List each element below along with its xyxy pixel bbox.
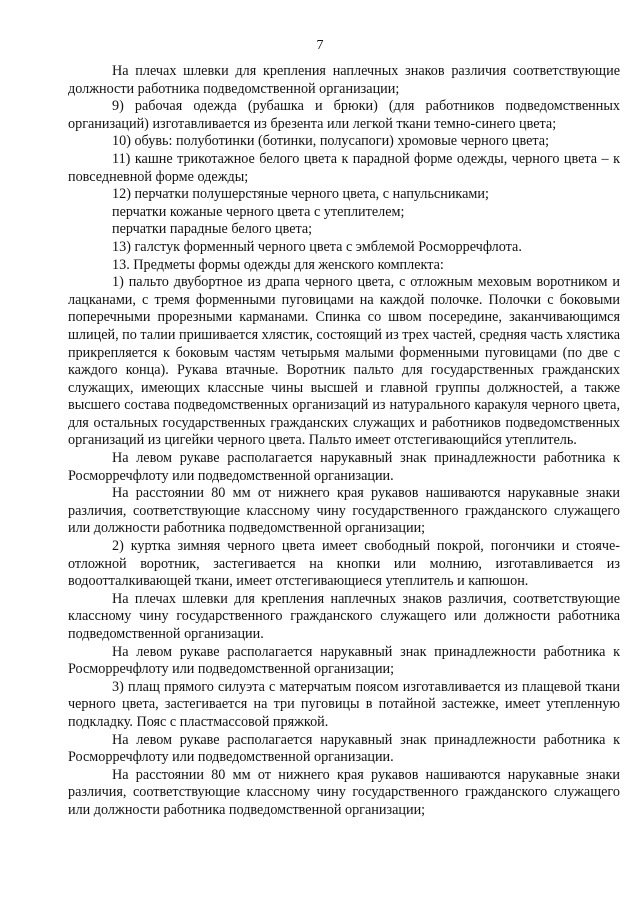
paragraph: На левом рукаве располагается нарукавный знак принадлежности работника к Росморречфлоту или подведомственной организации. [68,731,620,766]
paragraph: 1) пальто двубортное из драпа черного цвета, с отложным меховым воротником и лацканами, с тремя форменными пуговицами на каждой полочке. Полочки с боковыми поперечными прорезными карманами. Спинка со швом посередине, заканчивающимся шлицей, по талии пришивается хлястик, состоящий из трех частей, средняя часть хлястика прикрепляется к боковым частям четырьмя малыми форменными пуговицами (по две с каждого конца). Рукава втачные. Воротник пальто для государственных гражданских служащих, имеющих классные чины высшей и главной группы должностей, а также высшего состава подведомственных организаций из натурального каракуля черного цвета, для остальных государственных гражданских служащих и работников подведомственных организаций из цигейки черного цвета. Пальто имеет отстегивающийся утеплитель. [68,274,620,449]
paragraph: 13. Предметы формы одежды для женского комплекта: [112,256,444,273]
paragraph: На левом рукаве располагается нарукавный знак принадлежности работника к Росморречфлоту или подведомственной организации. [68,450,620,484]
paragraph: 11) кашне трикотажное белого цвета к парадной форме одежды, черного цвета – к повседневной форме одежды; [68,150,620,185]
page-number: 7 [316,38,324,53]
paragraph: На плечах шлевки для крепления наплечных знаков различия, соответствующие классному чину государственного гражданского служащего или должности работника подведомственной организации. [68,590,620,642]
paragraph: 9) рабочая одежда (рубашка и брюки) (для работников подведомственных организаций) изготавливается из брезента или легкой ткани темно-синего цвета; [68,98,620,132]
paragraph: На расстоянии 80 мм от нижнего края рукавов нашиваются нарукавные знаки различия, соответствующие классному чину государственного гражданского служащего или должности работника подведомственной организации; [68,766,620,818]
document-body [68,63,620,820]
paragraph: 2) куртка зимняя черного цвета имеет свободный покрой, погончики и стояче-отложной воротник, застегивается на кнопки или молнию, изготавливается из водоотталкивающей ткани, имеет отстегивающиеся утеплитель и капюшон. [68,538,620,590]
paragraph: 13) галстук форменный черного цвета с эмблемой Росморречфлота. [112,238,522,255]
paragraph: На плечах шлевки для крепления наплечных знаков различия соответствующие должности работника подведомственной организации; [68,63,620,97]
paragraph: 10) обувь: полуботинки (ботинки, полусапоги) хромовые черного цвета; [112,133,550,150]
paragraph: 3) плащ прямого силуэта с матерчатым поясом изготавливается из плащевой ткани черного цвета, застегивается на три пуговицы в потайной застежке, имеет утепленную подкладку. Пояс с пластмассовой пряжкой. [68,678,620,730]
paragraph: 12) перчатки полушерстяные черного цвета, с напульсниками; [112,186,489,203]
paragraph: перчатки парадные белого цвета; [112,221,313,238]
paragraph: На левом рукаве располагается нарукавный знак принадлежности работника к Росморречфлоту или подведомственной организации; [68,643,620,678]
paragraph: На расстоянии 80 мм от нижнего края рукавов нашиваются нарукавные знаки различия, соответствующие классному чину государственного гражданского служащего или должности работника подведомственной организации; [68,485,620,537]
paragraph: перчатки кожаные черного цвета с утеплителем; [112,203,405,220]
